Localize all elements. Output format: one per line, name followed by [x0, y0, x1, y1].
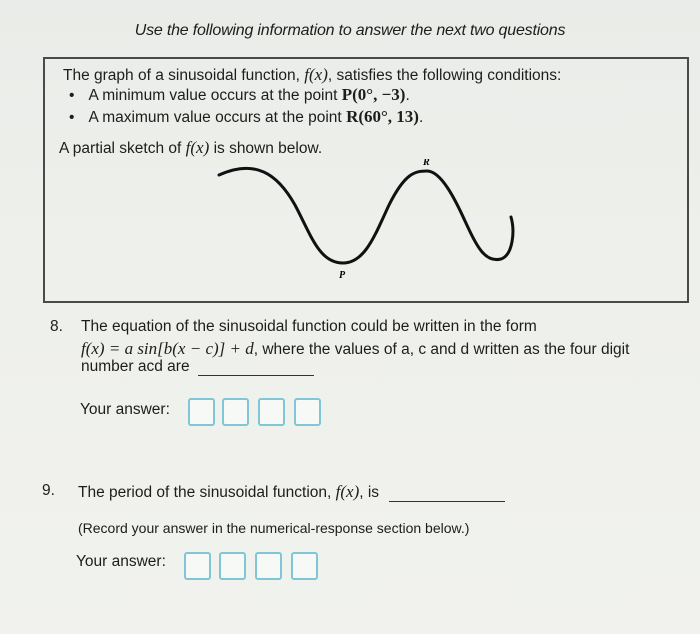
question-8-answer-label: Your answer: — [80, 401, 170, 418]
q8-digit-box-1[interactable] — [188, 398, 215, 426]
bullet-minimum-text: A minimum value occurs at the point — [88, 87, 338, 104]
question-9-blank — [389, 485, 505, 502]
partial-prefix: A partial sketch of — [59, 140, 182, 157]
q8-digit-box-2[interactable] — [222, 398, 249, 426]
question-9-number: 9. — [42, 482, 55, 499]
intro-function: f(x) — [304, 65, 328, 84]
info-intro — [63, 65, 561, 85]
question-9-answer-label: Your answer: — [76, 553, 166, 570]
instructions-header: Use the following information to answer the next two questions — [134, 22, 566, 39]
question-8-line2 — [81, 339, 629, 359]
question-9-text-suffix: , is — [359, 484, 380, 501]
intro-text: The graph of a sinusoidal function, — [63, 67, 300, 84]
question-9-text-prefix: The period of the sinusoidal function, — [78, 484, 332, 501]
q9-digit-box-3[interactable] — [255, 552, 282, 580]
label-p: P — [339, 270, 346, 281]
partial-function: f(x) — [185, 138, 210, 157]
q8-digit-box-4[interactable] — [294, 398, 321, 426]
bullet-icon: • — [69, 87, 75, 104]
q9-digit-box-1[interactable] — [184, 552, 211, 580]
question-8-formula: f(x) = a sin[b(x − c)] + d — [81, 339, 254, 358]
bullet-icon: • — [69, 109, 75, 126]
point-p: P(0°, −3) — [341, 85, 406, 104]
q9-digit-box-2[interactable] — [219, 552, 246, 580]
question-8-line1: The equation of the sinusoidal function could be written in the form — [81, 318, 537, 335]
bullet-minimum: • A minimum value occurs at the point P(0°, −3). — [69, 85, 410, 104]
question-8-blank — [198, 359, 314, 376]
label-r: R — [423, 159, 430, 168]
question-9-text — [78, 482, 505, 502]
partial-sketch-caption — [59, 138, 322, 158]
bullet-maximum: • A maximum value occurs at the point R(60°, 13). — [69, 107, 424, 126]
q9-digit-box-4[interactable] — [291, 552, 318, 580]
intro-suffix: , satisfies the following conditions: — [327, 67, 562, 84]
question-9-function: f(x) — [335, 482, 360, 501]
question-8-number: 8. — [50, 318, 63, 335]
q8-digit-box-3[interactable] — [258, 398, 285, 426]
bullet-maximum-text: A maximum value occurs at the point — [88, 109, 342, 126]
sinusoid-sketch — [215, 159, 525, 289]
question-9-note: (Record your answer in the numerical-response section below.) — [78, 520, 470, 536]
question-8-line2-text: , where the values of a, c and d written as the four digit — [253, 341, 630, 358]
question-8-line3-text: number acd are — [81, 358, 190, 375]
info-box — [43, 57, 689, 303]
partial-suffix: is shown below. — [213, 140, 323, 157]
question-8-line3 — [81, 358, 314, 376]
sinusoid-curve — [219, 168, 513, 263]
point-r: R(60°, 13) — [346, 107, 419, 126]
